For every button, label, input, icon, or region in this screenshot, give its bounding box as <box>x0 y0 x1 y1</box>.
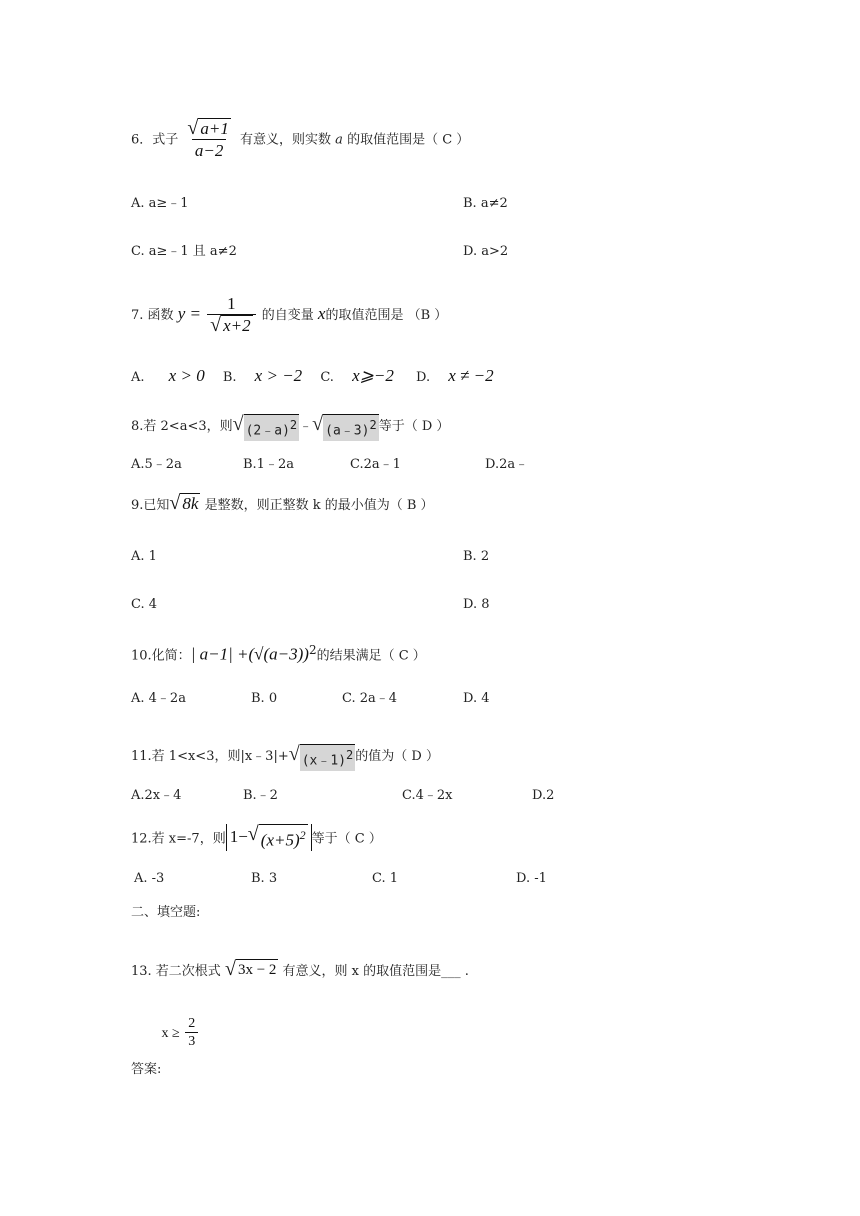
q12-exponent: 2 <box>299 828 306 842</box>
q7-lhs: y = <box>177 304 201 323</box>
q9-stem <box>131 493 434 516</box>
q7-stem <box>131 294 447 337</box>
q12-stem <box>131 824 382 851</box>
q7-options <box>131 366 494 388</box>
q6-suffix-1: 有意义，则实数 <box>240 132 336 148</box>
q6-var: a <box>335 132 343 148</box>
q6-fraction: √ a+1 a−2 <box>187 117 229 160</box>
q9-option-b: B. 2 <box>463 549 490 564</box>
q7-option-a-label: A. <box>131 370 145 385</box>
q6-denominator: a−2 <box>192 139 226 162</box>
q10-option-b: B. 0 <box>251 691 278 706</box>
q7-var: x <box>317 304 326 323</box>
q11-exponent: 2 <box>346 748 354 762</box>
q10-expression: | a−1| +(√(a−3)) <box>190 644 309 664</box>
q13-radicand: 3x − 2 <box>236 959 278 980</box>
q12-option-d: D. -1 <box>516 871 547 886</box>
q13-prefix: 13. 若二次根式 <box>131 964 221 979</box>
q8-option-c: C.2a﹣1 <box>350 457 401 472</box>
q13-answer-denominator: 3 <box>185 1032 198 1051</box>
q7-option-a-expr: x > 0 <box>168 366 205 385</box>
q7-fraction: 1 √ x+2 <box>207 294 256 337</box>
q6-option-d: D. a>2 <box>463 244 509 259</box>
q7-suffix-2: 的取值范围是 （B ） <box>325 308 448 323</box>
q13-radical: √ 3x − 2 <box>224 958 277 980</box>
q13-suffix: 有意义，则 x 的取值范围是___ . <box>282 964 469 979</box>
q8-exponent-1: 2 <box>289 418 298 432</box>
q13-answer-expression <box>161 1016 201 1049</box>
q7-radicand: x+2 <box>223 316 251 335</box>
q7-option-b-label: B. <box>222 370 237 385</box>
q9-option-c: C. 4 <box>131 597 158 612</box>
q6-stem <box>131 118 469 162</box>
q7-option-b-expr: x > −2 <box>254 366 303 385</box>
q10-prefix: 10.化简： <box>131 648 191 664</box>
q8-operator: ﹣ <box>299 419 313 434</box>
q7-suffix-1: 的自变量 <box>261 308 314 323</box>
q11-option-a: A.2x﹣4 <box>131 788 182 803</box>
q9-suffix: 是整数，则正整数 k 的最小值为（ B ） <box>204 498 434 513</box>
q7-numerator: 1 <box>227 294 236 313</box>
q6-numerator: a+1 <box>200 119 229 138</box>
q13-stem <box>131 959 469 982</box>
q8-radicand-1: (2﹣a) <box>245 423 290 439</box>
q12-expr-a: 1− <box>229 827 248 847</box>
q6-option-c: C. a≥﹣1 且 a≠2 <box>131 244 237 259</box>
q9-radical: √ 8k <box>169 492 199 514</box>
q10-option-c: C. 2a﹣4 <box>342 691 398 706</box>
q8-prefix: 8.若 2<a<3，则 <box>131 419 233 434</box>
q12-option-b: B. 3 <box>251 871 278 886</box>
q8-stem <box>131 414 449 441</box>
q11-radicand: (x﹣1) <box>301 753 347 769</box>
q7-option-c-expr: x⩾−2 <box>352 366 394 385</box>
q6-option-b: B. a≠2 <box>463 196 508 211</box>
q7-option-d-label: D. <box>415 370 431 385</box>
q10-stem <box>131 640 426 666</box>
q9-option-a: A. 1 <box>131 549 157 564</box>
q12-prefix: 12.若 x=-7，则 <box>131 831 226 847</box>
q12-option-c: C. 1 <box>372 871 399 886</box>
section-heading: 二、填空题: <box>131 905 201 920</box>
q9-option-d: D. 8 <box>463 597 490 612</box>
q13-answer <box>131 1016 200 1077</box>
q7-option-c-label: C. <box>320 370 334 385</box>
q8-exponent-2: 2 <box>369 418 377 432</box>
q9-prefix: 9.已知 <box>131 498 170 513</box>
q12-option-a: A. -3 <box>134 871 165 886</box>
q8-option-a: A.5﹣2a <box>131 457 182 472</box>
q11-prefix: 11.若 1<x<3，则|x﹣3|+ <box>131 749 289 764</box>
q13-answer-label: 答案: <box>131 1062 162 1077</box>
q13-answer-numerator: 2 <box>188 1016 196 1031</box>
q11-option-c: C.4﹣2x <box>402 788 453 803</box>
q8-option-b: B.1﹣2a <box>243 457 294 472</box>
q8-option-d: D.2a﹣ <box>485 457 529 472</box>
q12-abs-expression: 1− √ $(x+5)^2$ <box>226 824 312 851</box>
q10-suffix: 的结果满足（ C ） <box>316 648 426 664</box>
q13-answer-lhs: x ≥ <box>161 1025 180 1041</box>
q11-stem <box>131 744 439 771</box>
q10-option-d: D. 4 <box>463 691 490 706</box>
q6-suffix-2: 的取值范围是（ C ） <box>342 132 470 148</box>
q9-radicand: 8k <box>182 494 199 513</box>
q6-option-a: A. a≥﹣1 <box>131 196 189 211</box>
q6-prefix: 6．式子 <box>131 132 179 148</box>
q11-radical: √ (x﹣1)$^2$ <box>289 744 356 771</box>
q8-radicand-2: (a﹣3) <box>325 423 370 439</box>
q7-option-d-expr: x ≠ −2 <box>448 366 494 385</box>
q8-radical-2: √ (a﹣3)$^2$ <box>312 414 379 441</box>
q10-option-a: A. 4﹣2a <box>131 691 186 706</box>
q11-option-b: B.﹣2 <box>243 788 278 803</box>
q12-radicand: (x+5) <box>260 830 300 850</box>
q8-radical-1: √ (2﹣a)$^2$ <box>233 414 300 441</box>
q8-suffix: 等于（ D ） <box>378 419 450 434</box>
q11-suffix: 的值为（ D ） <box>355 749 439 764</box>
q7-prefix: 7. 函数 <box>131 308 174 323</box>
q12-suffix: 等于（ C ） <box>311 831 382 847</box>
q11-option-d: D.2 <box>532 788 555 803</box>
q10-exponent: 2 <box>308 643 317 657</box>
